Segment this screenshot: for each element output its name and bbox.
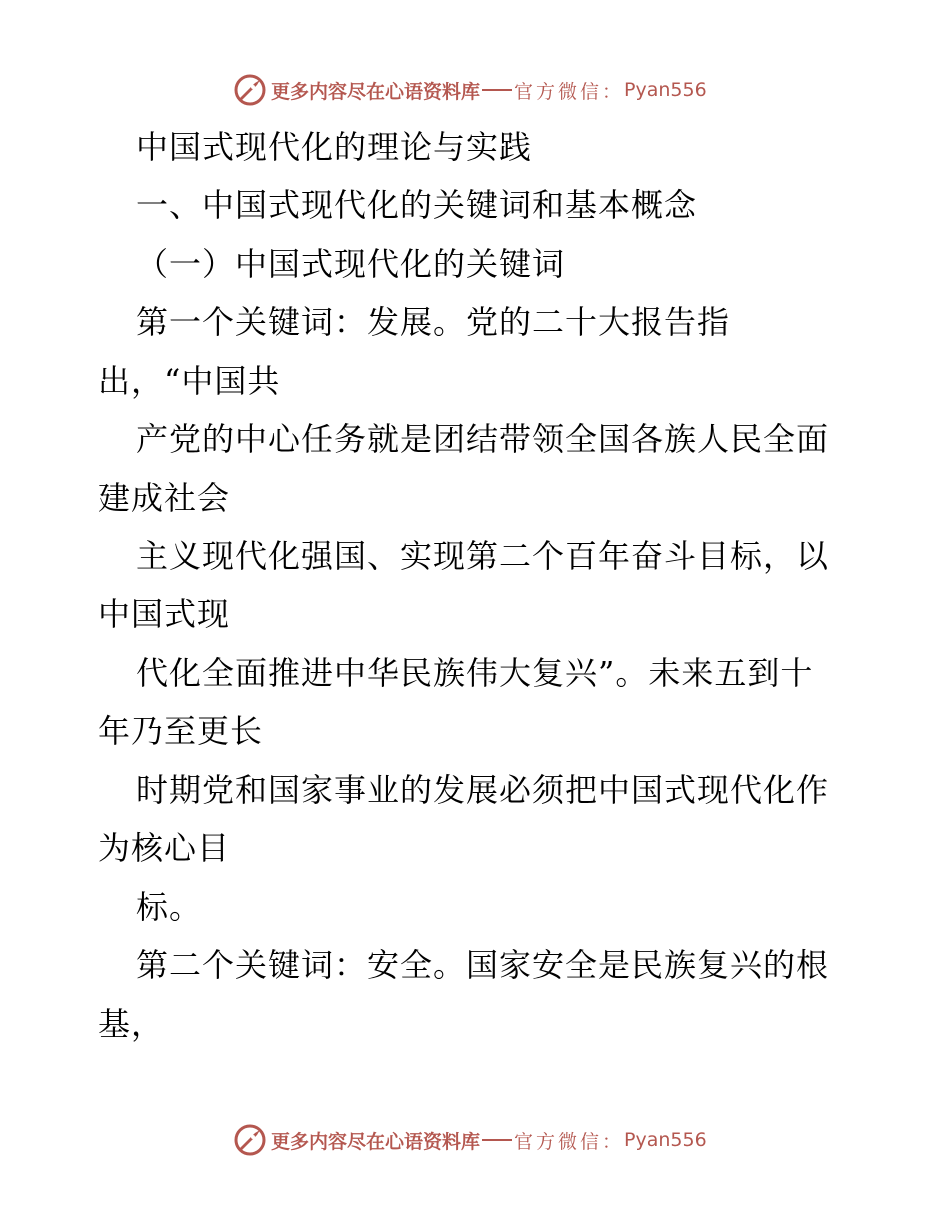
watermark-header	[233, 72, 707, 108]
pen-nib-logo-icon	[233, 73, 267, 107]
subsection-heading: （一）中国式现代化的关键词	[136, 245, 566, 283]
paragraph-line: 第二个关键词：安全。国家安全是民族复兴的根	[136, 946, 830, 984]
watermark-dash	[482, 89, 512, 91]
pen-nib-logo-icon	[233, 1123, 267, 1157]
paragraph-line: 为核心目	[98, 829, 231, 867]
watermark-footer	[233, 1122, 707, 1158]
watermark-main-text: 更多内容尽在心语资料库	[271, 1130, 481, 1153]
watermark-id-text: Pyan556	[624, 79, 707, 101]
paragraph-line: 时期党和国家事业的发展必须把中国式现代化作	[136, 771, 830, 809]
watermark-sub-text: 官方微信：	[514, 1130, 625, 1153]
paragraph-line: 第一个关键词：发展。党的二十大报告指	[136, 303, 731, 341]
watermark-id-text: Pyan556	[624, 1129, 707, 1151]
watermark-sub-text: 官方微信：	[514, 80, 625, 103]
paragraph-line: 产党的中心任务就是团结带领全国各族人民全面	[136, 420, 830, 458]
paragraph-line: 标。	[136, 888, 203, 926]
paragraph-line: 年乃至更长	[98, 712, 264, 750]
section-heading: 一、中国式现代化的关键词和基本概念	[136, 186, 698, 224]
paragraph-line: 代化全面推进中华民族伟大复兴”。未来五到十	[136, 654, 814, 692]
doc-title: 中国式现代化的理论与实践	[136, 128, 533, 166]
paragraph-line: 主义现代化强国、实现第二个百年奋斗目标，以	[136, 537, 830, 575]
watermark-main-text: 更多内容尽在心语资料库	[271, 80, 481, 103]
paragraph-line: 中国式现	[98, 595, 231, 633]
paragraph-line: 基，	[98, 1005, 165, 1043]
paragraph-line: 出，“中国共	[98, 362, 281, 400]
paragraph-line: 建成社会	[98, 479, 231, 517]
watermark-dash	[482, 1139, 512, 1141]
